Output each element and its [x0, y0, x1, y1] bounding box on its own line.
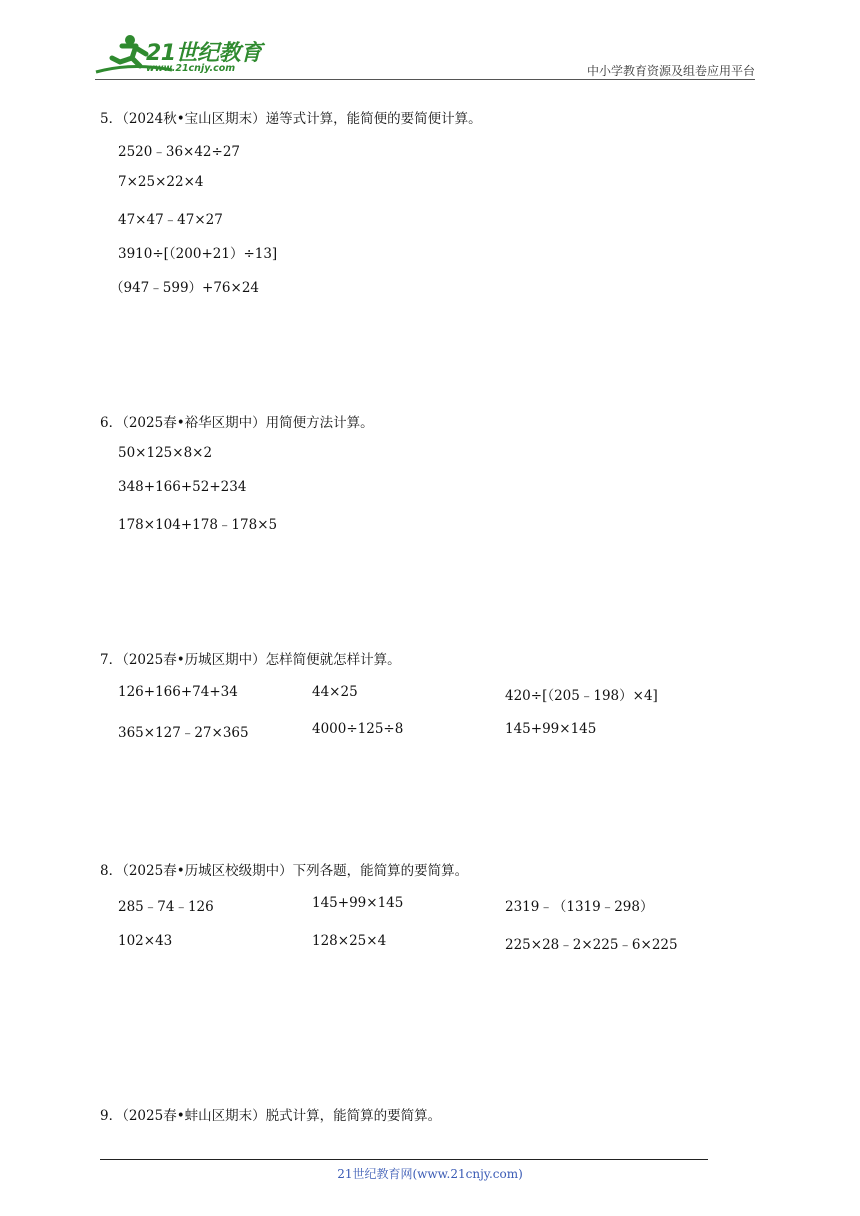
- question-8-title: 8．（2025春•历城区校级期中）下列各题，能简算的要简算。: [100, 863, 469, 879]
- question-5-title: 5．（2024秋•宝山区期末）递等式计算，能简便的要简便计算。: [100, 111, 482, 127]
- q7-expression: 365×127﹣27×365: [118, 725, 249, 741]
- footer-divider: [100, 1159, 708, 1160]
- q5-expression: 3910÷[（200+21）÷13]: [118, 246, 278, 262]
- q8-expression: 102×43: [118, 933, 173, 949]
- q5-expression: 7×25×22×4: [118, 174, 204, 190]
- q8-expression: 225×28﹣2×225﹣6×225: [505, 937, 678, 953]
- q7-expression: 4000÷125÷8: [312, 721, 404, 737]
- q7-expression: 44×25: [312, 684, 358, 700]
- q5-expression: 2520﹣36×42÷27: [118, 144, 241, 160]
- header-platform-text: 中小学教育资源及组卷应用平台: [586, 64, 755, 78]
- footer-link[interactable]: 21世纪教育网(www.21cnjy.com): [337, 1167, 523, 1181]
- q8-expression: 2319﹣（1319﹣298）: [505, 899, 654, 915]
- q8-expression: 285﹣74﹣126: [118, 899, 214, 915]
- q5-expression: 47×47﹣47×27: [118, 212, 223, 228]
- q8-expression: 145+99×145: [312, 895, 404, 911]
- q6-expression: 50×125×8×2: [118, 445, 213, 461]
- q8-expression: 128×25×4: [312, 933, 387, 949]
- logo-url: www.21cnjy.com: [146, 63, 236, 74]
- question-7-title: 7．（2025春•历城区期中）怎样简便就怎样计算。: [100, 652, 401, 668]
- q7-expression: 145+99×145: [505, 721, 597, 737]
- question-9-title: 9．（2025春•蚌山区期末）脱式计算，能简算的要简算。: [100, 1108, 442, 1124]
- header-divider: [95, 79, 755, 80]
- q5-expression: （947﹣599）+76×24: [110, 280, 260, 296]
- q7-expression: 420÷[（205﹣198）×4]: [505, 688, 658, 704]
- question-6-title: 6．（2025春•裕华区期中）用简便方法计算。: [100, 415, 374, 431]
- q6-expression: 348+166+52+234: [118, 479, 247, 495]
- q6-expression: 178×104+178﹣178×5: [118, 517, 278, 533]
- q7-expression: 126+166+74+34: [118, 684, 238, 700]
- logo-title: 21世纪教育: [146, 41, 262, 66]
- page-header: [0, 0, 860, 90]
